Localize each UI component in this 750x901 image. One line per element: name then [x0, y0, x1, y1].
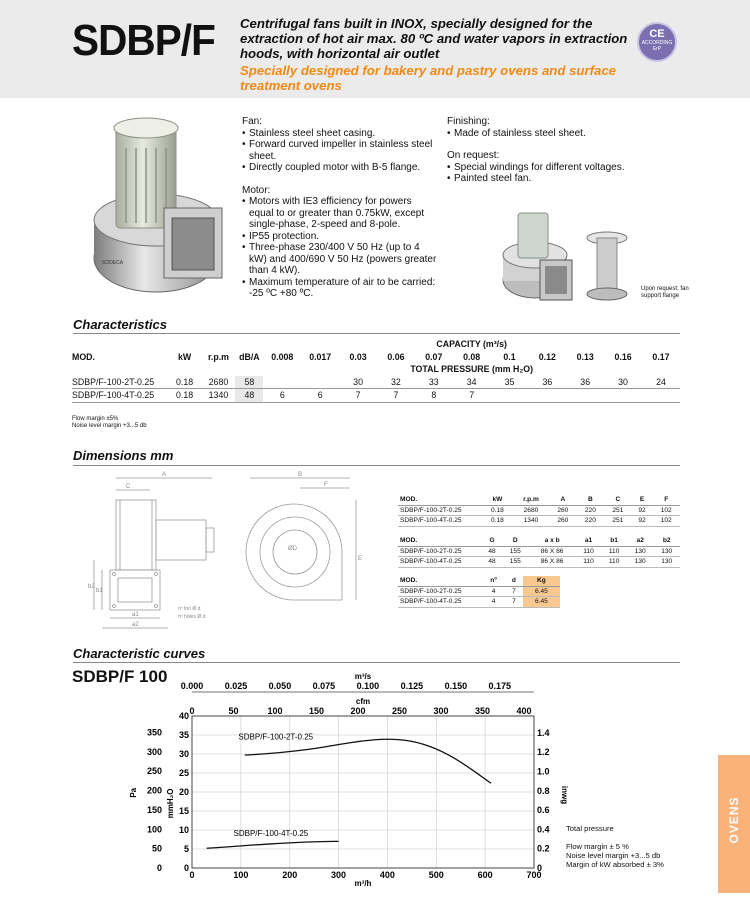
- top-tick-label-ms: 0.125: [400, 681, 424, 691]
- table-cell: 260: [549, 505, 577, 516]
- header-description: Centrifugal fans built in INOX, specially designed for the extraction of hot air max. 80 ºC and water vapors in extraction hoods, with horizontal air outlet: [240, 16, 628, 61]
- col-header: MOD.: [398, 536, 482, 546]
- y-axis-title-mmh2o: mmH₂O: [166, 788, 175, 819]
- dim-label-a: A: [162, 472, 167, 478]
- cfm-axis-title: cfm: [355, 697, 371, 706]
- flange-note: Upon request: fan support flange: [641, 286, 689, 299]
- curve-note-pressure: Total pressure: [566, 824, 614, 833]
- fan-description: [242, 116, 438, 300]
- y-axis-title-inwg: inwg: [560, 785, 569, 805]
- cfm-tick-label: 350: [475, 706, 491, 716]
- table-row: [398, 586, 560, 597]
- table-cell: 48: [235, 389, 263, 403]
- table-cell: 92: [632, 505, 653, 516]
- col-header: a2: [627, 536, 654, 546]
- badge-text-according: ACCORDING: [641, 40, 673, 46]
- characteristic-curve-chart: [120, 668, 569, 890]
- col-header: Kg: [523, 576, 560, 586]
- col-header: F: [652, 495, 680, 505]
- table-cell: 86 X 86: [529, 546, 576, 557]
- table-cell: 220: [577, 505, 605, 516]
- col-header: b1: [601, 536, 627, 546]
- y-tick-label-mmh2o: 15: [178, 806, 189, 816]
- table-cell: SDBP/F-100-2T-0.25: [72, 376, 168, 389]
- col-header: 0.07: [425, 351, 443, 362]
- table-cell: [604, 389, 642, 403]
- y-tick-label-mmh2o: 10: [178, 825, 189, 835]
- table-cell: 24: [642, 376, 680, 389]
- dimensions-table-3: [398, 576, 560, 608]
- table-cell: 110: [576, 546, 602, 557]
- table-cell: 220: [577, 516, 605, 527]
- table-cell: 251: [604, 505, 632, 516]
- x-tick-label: 200: [282, 870, 298, 880]
- col-header: a x b: [529, 536, 576, 546]
- table-cell: 35: [491, 376, 529, 389]
- pressure-label: TOTAL PRESSURE (mm H₂O): [410, 364, 534, 375]
- col-header: B: [577, 495, 605, 505]
- table-cell: 33: [415, 376, 453, 389]
- table-cell: 0.18: [168, 376, 202, 389]
- table-cell: SDBP/F-100-2T-0.25: [398, 586, 482, 597]
- y-axis-title-pa: Pa: [129, 787, 138, 798]
- note-line: Flow margin ±5%: [72, 416, 119, 422]
- table-cell: 110: [576, 557, 602, 568]
- dim-label-holes: nº holes Ø d: [178, 614, 206, 620]
- dimensions-title: Dimensions mm: [73, 448, 174, 463]
- cfm-tick-label: 300: [433, 706, 449, 716]
- x-tick-label: 0: [189, 870, 195, 880]
- col-header: MOD.: [398, 495, 482, 505]
- dim-label-a2: a2: [132, 622, 139, 628]
- request-heading: On request:: [447, 150, 500, 161]
- brand-label: SODECA: [102, 260, 124, 266]
- y-tick-label-inwg: 0.6: [537, 805, 550, 816]
- table-cell: 110: [601, 546, 627, 557]
- ovens-tab-label: OVENS: [727, 796, 741, 844]
- dim-label-b1: b1: [96, 588, 103, 594]
- table-cell: 30: [604, 376, 642, 389]
- table-cell: 32: [377, 376, 415, 389]
- table-row: [72, 376, 680, 389]
- dim-label-c: C: [126, 484, 131, 490]
- table-row: [398, 546, 680, 557]
- table-cell: [301, 376, 339, 389]
- motor-heading: Motor:: [242, 184, 271, 196]
- table-cell: 1340: [513, 516, 549, 527]
- cfm-tick-label: 0: [189, 706, 195, 716]
- table-row: [398, 557, 680, 568]
- table-cell: 0.18: [482, 505, 513, 516]
- x-tick-label: 700: [526, 870, 542, 880]
- y-tick-label-inwg: 0.4: [537, 824, 550, 835]
- table-row: [398, 505, 680, 516]
- curve-note-noise: Noise level margin +3...5 db: [566, 851, 661, 860]
- table-cell: 7: [339, 389, 377, 403]
- table-cell: 130: [627, 557, 654, 568]
- fan-heading: Fan:: [242, 116, 263, 127]
- badge-text-erp: ErP: [652, 46, 662, 52]
- cfm-tick-label: 250: [392, 706, 408, 716]
- col-header: r.p.m: [207, 351, 229, 362]
- y-tick-label-pa: 200: [146, 785, 162, 796]
- table-cell: SDBP/F-100-4T-0.25: [398, 597, 482, 608]
- col-header: C: [604, 495, 632, 505]
- support-flange-photo: [585, 230, 630, 305]
- ce-erp-badge: [637, 22, 677, 62]
- cfm-tick-label: 100: [267, 706, 283, 716]
- finishing-item: • Made of stainless steel sheet.: [447, 128, 632, 140]
- table-cell: 110: [601, 557, 627, 568]
- characteristics-notes: [72, 416, 147, 430]
- col-header: MOD.: [72, 351, 95, 362]
- y-tick-label-pa: 50: [151, 843, 162, 854]
- col-header: 0.17: [652, 351, 670, 362]
- curves-section-title: Characteristic curves: [73, 646, 206, 661]
- col-header: a1: [576, 536, 602, 546]
- dim-label-a1: a1: [132, 612, 139, 618]
- motor-item: • IP55 protection.: [242, 231, 438, 243]
- request-item: • Special windings for different voltages.: [447, 162, 632, 174]
- dim-label-e: E: [358, 556, 363, 562]
- table-cell: SDBP/F-100-2T-0.25: [398, 546, 482, 557]
- x-tick-label: 100: [233, 870, 249, 880]
- y-tick-label-pa: 0: [156, 863, 162, 873]
- y-tick-label-inwg: 0: [537, 863, 543, 873]
- col-header: d: [505, 576, 523, 586]
- col-header: 0.08: [463, 351, 481, 362]
- table-cell: SDBP/F-100-4T-0.25: [72, 389, 168, 403]
- y-tick-label-inwg: 1.4: [537, 727, 550, 738]
- table-cell: 58: [235, 376, 263, 389]
- table-cell: 86 X 86: [529, 557, 576, 568]
- top-axis-title-ms: m³/s: [354, 672, 372, 681]
- dimension-drawing-front: [240, 470, 370, 620]
- x-tick-label: 500: [428, 870, 444, 880]
- y-tick-label-mmh2o: 0: [183, 863, 189, 873]
- table-cell: 7: [505, 597, 523, 608]
- characteristics-divider: [73, 333, 680, 334]
- table-cell: 1340: [202, 389, 236, 403]
- table-cell: 2680: [513, 505, 549, 516]
- col-header: kW: [177, 351, 192, 362]
- table-cell: 0.18: [168, 389, 202, 403]
- col-header: 0.017: [309, 351, 332, 362]
- table-cell: SDBP/F-100-4T-0.25: [398, 516, 482, 527]
- x-tick-label: 600: [477, 870, 493, 880]
- characteristics-title: Characteristics: [73, 317, 167, 332]
- table-cell: [263, 376, 301, 389]
- y-tick-label-pa: 100: [146, 824, 162, 835]
- y-tick-label-pa: 300: [146, 746, 162, 757]
- table-cell: SDBP/F-100-4T-0.25: [398, 557, 482, 568]
- x-axis-title: m³/h: [354, 879, 372, 888]
- series-label: SDBP/F-100-4T-0.25: [233, 829, 309, 839]
- table-cell: 48: [482, 557, 502, 568]
- col-header: nº: [482, 576, 505, 586]
- table-cell: 6: [301, 389, 339, 403]
- col-header: A: [549, 495, 577, 505]
- dim-label-b2: b2: [88, 584, 95, 590]
- col-header: 0.1: [503, 351, 516, 362]
- note-line: Noise level margin +3...5 db: [72, 423, 147, 429]
- col-header: 0.12: [538, 351, 556, 362]
- col-header: D: [502, 536, 529, 546]
- fan-photo: [88, 108, 238, 313]
- table-cell: 6: [263, 389, 301, 403]
- col-header: r.p.m: [513, 495, 549, 505]
- table-cell: 92: [632, 516, 653, 527]
- table-cell: [642, 389, 680, 403]
- table-cell: 155: [502, 546, 529, 557]
- col-header: MOD.: [398, 576, 482, 586]
- table-cell: 7: [505, 586, 523, 597]
- cfm-tick-label: 50: [228, 706, 239, 716]
- dim-label-b: B: [298, 472, 303, 478]
- table-cell: 48: [482, 546, 502, 557]
- table-cell: 130: [653, 557, 680, 568]
- motor-item: • Motors with IE3 efficiency for powers equal to or greater than 0.75kW, except single-phase, 2-speed and 8-pole.: [242, 196, 438, 231]
- col-header: 0.13: [576, 351, 594, 362]
- table-cell: 155: [502, 557, 529, 568]
- fan-small-photo: [500, 205, 580, 302]
- table-row: [398, 516, 680, 527]
- request-item: • Painted steel fan.: [447, 173, 632, 185]
- cfm-tick-label: 200: [350, 706, 366, 716]
- table-cell: 251: [604, 516, 632, 527]
- table-cell: 130: [653, 546, 680, 557]
- cfm-tick-label: 400: [516, 706, 532, 716]
- fan-item: • Stainless steel sheet casing.: [242, 128, 438, 140]
- cfm-tick-label: 150: [308, 706, 325, 716]
- col-header: E: [632, 495, 653, 505]
- series-line: [245, 739, 491, 783]
- y-tick-label-pa: 150: [146, 804, 162, 815]
- top-tick-label-ms: 0.175: [488, 681, 512, 691]
- y-tick-label-pa: 250: [146, 766, 162, 777]
- col-header: 0.008: [271, 351, 294, 362]
- motor-item: • Three-phase 230/400 V 50 Hz (up to 4 kW) and 400/690 V 50 Hz (powers greater than 4 kW).: [242, 242, 438, 277]
- table-cell: 6.45: [523, 586, 560, 597]
- table-cell: 2680: [202, 376, 236, 389]
- ovens-side-tab: [718, 755, 750, 893]
- finishing-description: [447, 116, 632, 185]
- col-header: b2: [653, 536, 680, 546]
- table-cell: 36: [566, 376, 604, 389]
- table-cell: SDBP/F-100-2T-0.25: [398, 505, 482, 516]
- y-tick-label-pa: 350: [146, 727, 162, 738]
- table-cell: 34: [453, 376, 491, 389]
- y-tick-label-mmh2o: 20: [178, 787, 189, 797]
- y-tick-label-inwg: 0.2: [537, 843, 550, 854]
- table-cell: [566, 389, 604, 403]
- col-header: 0.16: [614, 351, 632, 362]
- curves-title: SDBP/F 100: [72, 667, 168, 686]
- curve-note-kw: Margin of kW absorbed ± 3%: [566, 860, 664, 869]
- fan-item: • Forward curved impeller in stainless steel sheet.: [242, 139, 438, 162]
- y-tick-label-mmh2o: 30: [178, 749, 189, 759]
- col-header: G: [482, 536, 502, 546]
- col-header: 0.06: [387, 351, 405, 362]
- table-cell: 8: [415, 389, 453, 403]
- table-row: [398, 597, 560, 608]
- table-cell: 30: [339, 376, 377, 389]
- table-cell: [491, 389, 529, 403]
- top-tick-label-ms: 0.050: [268, 681, 292, 691]
- top-tick-label-ms: 0.075: [312, 681, 336, 691]
- header-subtitle: Specially designed for bakery and pastry ovens and surface treatment ovens: [240, 63, 616, 93]
- x-tick-label: 400: [379, 870, 395, 880]
- table-cell: 7: [377, 389, 415, 403]
- table-cell: 6.45: [523, 597, 560, 608]
- table-cell: 7: [453, 389, 491, 403]
- table-cell: 102: [652, 505, 680, 516]
- top-tick-label-ms: 0.150: [444, 681, 468, 691]
- dimensions-table-1: [398, 495, 680, 527]
- motor-item: • Maximum temperature of air to be carried: -25 ºC +80 ºC.: [242, 277, 438, 300]
- table-row: [72, 389, 680, 403]
- curve-note-flow: Flow margin ± 5 %: [566, 842, 629, 851]
- y-tick-label-inwg: 1.0: [537, 766, 550, 777]
- col-header: 0.03: [349, 351, 367, 362]
- capacity-label: CAPACITY (m³/s): [436, 339, 507, 350]
- dim-label-d: ØD: [288, 546, 297, 552]
- page-title: SDBP/F: [72, 16, 215, 65]
- curves-divider: [73, 662, 680, 663]
- col-header: dB/A: [239, 351, 260, 362]
- characteristics-table: [72, 338, 680, 403]
- table-cell: 260: [549, 516, 577, 527]
- dimensions-table-2: [398, 536, 680, 568]
- y-tick-label-mmh2o: 35: [178, 730, 189, 740]
- ce-mark: CE: [649, 28, 665, 40]
- table-cell: 36: [528, 376, 566, 389]
- x-tick-label: 300: [331, 870, 347, 880]
- dim-label-f: F: [324, 482, 328, 488]
- dimensions-divider: [73, 465, 680, 466]
- table-cell: 4: [482, 597, 505, 608]
- series-line: [207, 841, 339, 848]
- table-cell: 130: [627, 546, 654, 557]
- series-label: SDBP/F-100-2T-0.25: [238, 732, 314, 742]
- y-tick-label-inwg: 1.2: [537, 747, 550, 758]
- col-header: kW: [482, 495, 513, 505]
- y-tick-label-mmh2o: 5: [183, 844, 189, 854]
- table-cell: 0.18: [482, 516, 513, 527]
- top-tick-label-ms: 0.000: [180, 681, 204, 691]
- finishing-heading: Finishing:: [447, 116, 490, 127]
- dim-label-fix: nº fori Ø d: [178, 606, 201, 612]
- y-tick-label-mmh2o: 25: [178, 768, 189, 778]
- top-tick-label-ms: 0.025: [224, 681, 248, 691]
- y-tick-label-inwg: 0.8: [537, 785, 550, 796]
- table-cell: [528, 389, 566, 403]
- dimension-drawing-side: [80, 470, 230, 640]
- table-cell: 4: [482, 586, 505, 597]
- y-tick-label-mmh2o: 40: [178, 711, 189, 721]
- top-tick-label-ms: 0.100: [356, 681, 380, 691]
- table-cell: 102: [652, 516, 680, 527]
- fan-item: • Directly coupled motor with B-5 flange.: [242, 162, 438, 174]
